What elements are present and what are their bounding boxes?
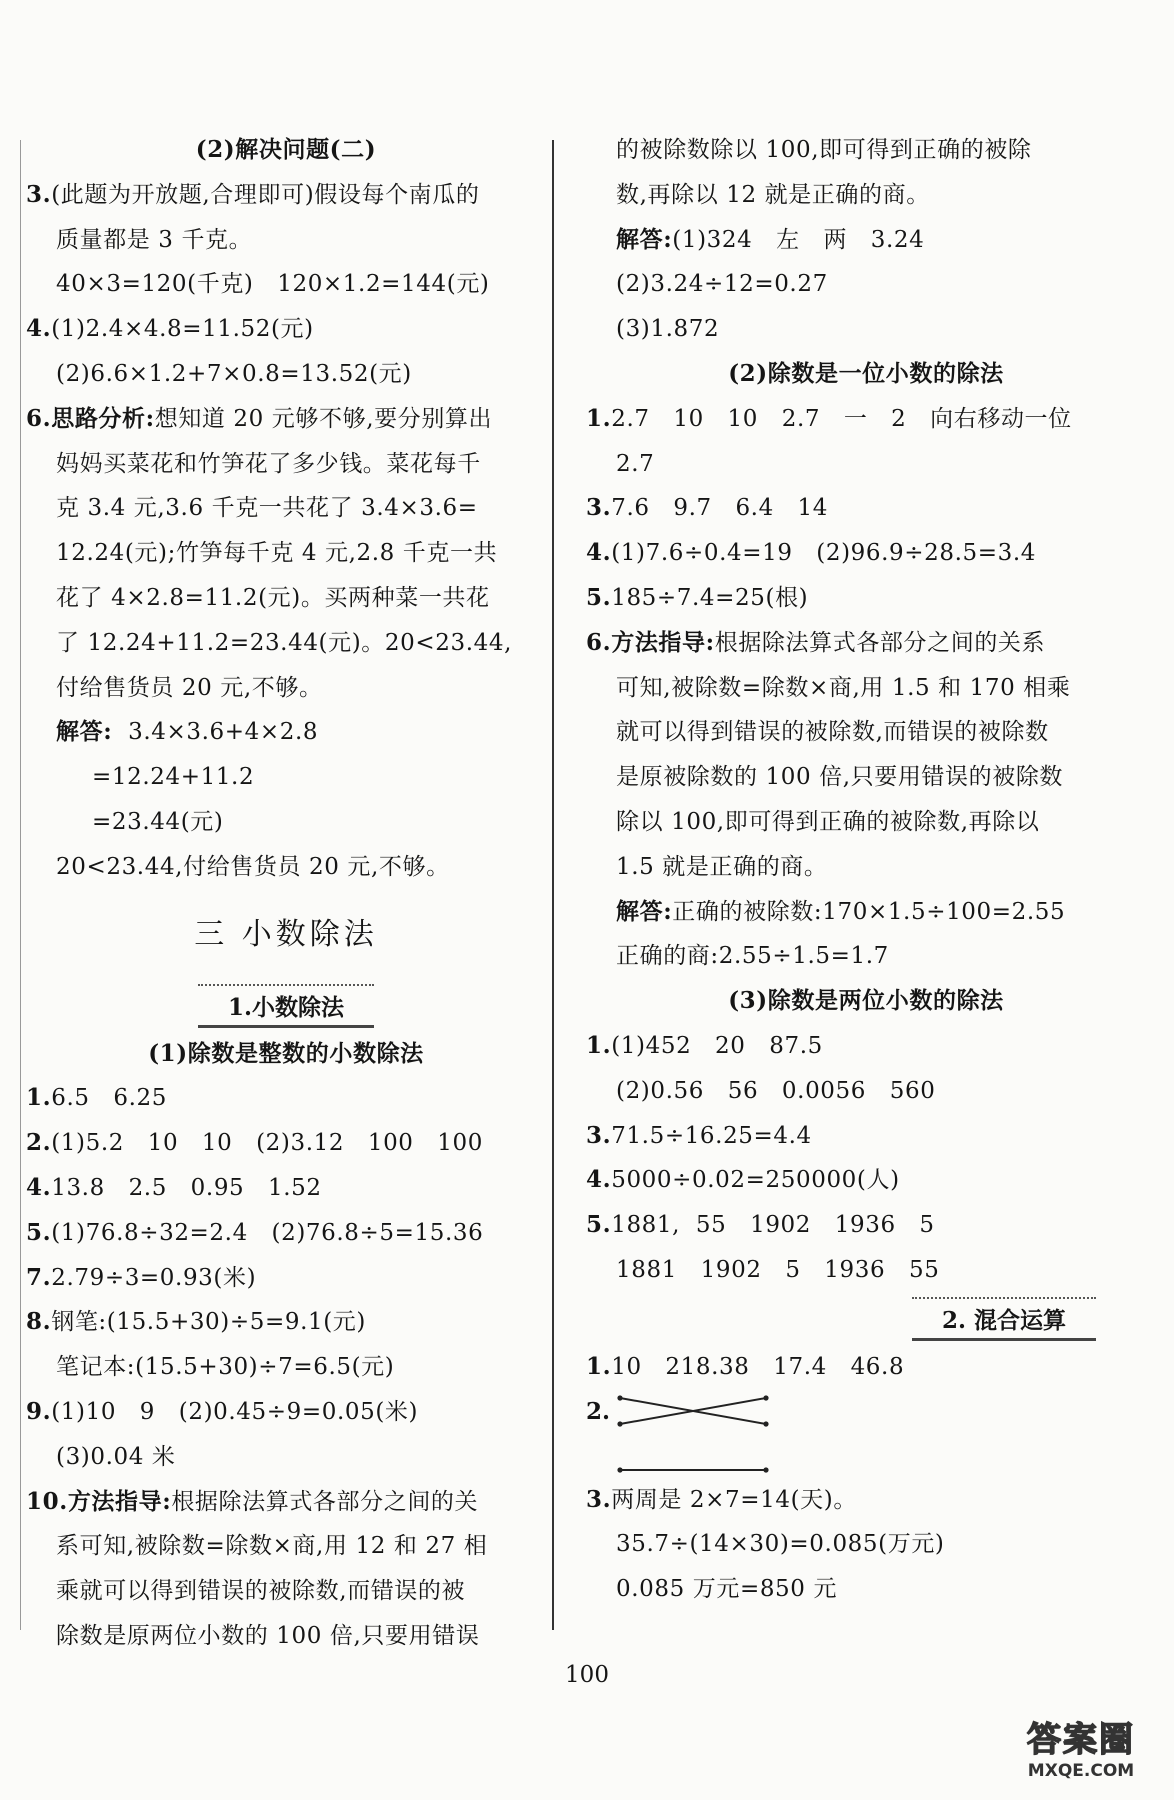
answer-line [26, 1211, 546, 1256]
answer-text: 5000÷0.02=250000(人) [611, 1167, 900, 1194]
question-number: 10. [26, 1487, 68, 1515]
answer-line [26, 1345, 546, 1390]
answer-line [26, 1614, 546, 1659]
answer-text: 了 12.24+11.2=23.44(元)。20<23.44, [56, 629, 512, 656]
answer-text: 是原被除数的 100 倍,只要用错误的被除数 [616, 764, 1064, 791]
answer-text: 2.79÷3=0.93(米) [51, 1264, 257, 1291]
answer-line [26, 800, 546, 845]
answer-label: 解答: [616, 897, 673, 925]
question-number: 4. [586, 1166, 612, 1194]
answer-text: 质量都是 3 千克。 [56, 226, 253, 253]
match-dot-6 [763, 1467, 768, 1472]
answer-line [26, 1435, 546, 1480]
answer-text: 就可以得到错误的被除数,而错误的被除数 [616, 719, 1049, 746]
question-number: 7. [26, 1263, 52, 1291]
matching-diagram [586, 1390, 1146, 1478]
answer-text: 笔记本:(15.5+30)÷7=6.5(元) [56, 1354, 395, 1381]
answer-text: 正确的被除数:170×1.5÷100=2.55 [672, 898, 1066, 925]
answer-text: 40×3=120(千克) 120×1.2=144(元) [56, 271, 490, 298]
answer-label: 思路分析: [51, 404, 155, 432]
answer-text: 付给售货员 20 元,不够。 [56, 674, 323, 701]
answer-text: 根据除法算式各部分之间的关系 [714, 629, 1046, 656]
subsection-title: (2)解决问题(二) [195, 136, 377, 163]
answer-text: 10 218.38 17.4 46.8 [611, 1353, 905, 1380]
answer-line [26, 352, 546, 397]
watermark-url: MXQE.COM [1027, 1761, 1135, 1781]
answer-line [26, 1300, 546, 1345]
answer-text: 乘就可以得到错误的被除数,而错误的被 [56, 1578, 466, 1605]
answer-text: 185÷7.4=25(根) [611, 584, 809, 611]
answer-line [586, 576, 1146, 621]
answer-line [586, 1522, 1146, 1567]
answer-text: (此题为开放题,合理即可)假设每个南瓜的 [51, 181, 480, 208]
question-number: 2. [26, 1129, 52, 1157]
answer-line [586, 173, 1146, 218]
answer-text: =12.24+11.2 [92, 764, 255, 791]
question-number: 5. [586, 1211, 612, 1239]
answer-line [26, 486, 546, 531]
question-number: 3. [586, 494, 612, 522]
answer-text: 2.7 [616, 450, 655, 477]
page-number: 100 [565, 1662, 609, 1688]
answer-line [26, 262, 546, 307]
question-number: 3. [586, 1485, 612, 1513]
answer-text: 1.5 就是正确的商。 [616, 853, 828, 880]
answer-line [26, 1480, 546, 1525]
answer-line [586, 1478, 1146, 1523]
answer-line [26, 621, 546, 666]
answer-label: 方法指导: [67, 1487, 172, 1515]
question-number: 2. [586, 1397, 611, 1425]
answer-label: 解答: [56, 718, 113, 746]
answer-line [586, 710, 1146, 755]
answer-text: 除数是原两位小数的 100 倍,只要用错误 [56, 1622, 480, 1649]
answer-line [26, 1076, 546, 1121]
answer-line [26, 173, 546, 218]
right-column [586, 128, 1146, 1612]
question-number: 1. [26, 1084, 52, 1112]
answer-text: (1)2.4×4.8=11.52(元) [51, 316, 314, 343]
answer-line [586, 307, 1146, 352]
answer-text: (1)324 左 两 3.24 [672, 226, 925, 253]
answer-line [26, 710, 546, 755]
answer-text: 71.5÷16.25=4.4 [611, 1122, 812, 1149]
answer-text: 数,再除以 12 就是正确的商。 [616, 181, 930, 208]
lesson-heading: 2. 混合运算 [912, 1297, 1096, 1341]
lesson-heading-box [586, 1293, 1146, 1345]
answer-line [26, 576, 546, 621]
answer-text: (1)5.2 10 10 (2)3.12 100 100 [51, 1130, 483, 1157]
answer-text: 12.24(元);竹笋每千克 4 元,2.8 千克一共 [56, 540, 498, 567]
answer-line [26, 845, 546, 890]
subsection-title: (3)除数是两位小数的除法 [728, 987, 1004, 1015]
answer-line [586, 1203, 1146, 1248]
answer-line [26, 666, 546, 711]
answer-line [586, 666, 1146, 711]
answer-line [26, 442, 546, 487]
answer-text: (1)10 9 (2)0.45÷9=0.05(米) [51, 1398, 419, 1425]
answer-text: (2)0.56 56 0.0056 560 [616, 1077, 936, 1104]
answer-line [586, 128, 1146, 173]
answer-text: (2)6.6×1.2+7×0.8=13.52(元) [56, 360, 412, 387]
question-number: 5. [26, 1218, 52, 1246]
answer-text: 花了 4×2.8=11.2(元)。买两种菜一共花 [56, 584, 490, 611]
match-dot-2 [763, 1395, 768, 1400]
chapter-title: 三 小数除法 [194, 916, 378, 952]
answer-line [586, 1345, 1146, 1390]
match-dot-1 [617, 1395, 622, 1400]
answer-text: 两周是 2×7=14(天)。 [611, 1486, 857, 1513]
answer-line [586, 1248, 1146, 1293]
question-number: 1. [586, 404, 612, 432]
answer-line [586, 442, 1146, 487]
answer-line [586, 755, 1146, 800]
column-divider [552, 140, 554, 1630]
match-dot-4 [763, 1421, 768, 1426]
answer-text: 可知,被除数=除数×商,用 1.5 和 170 相乘 [616, 674, 1071, 701]
answer-text: (1)7.6÷0.4=19 (2)96.9÷28.5=3.4 [611, 540, 1037, 567]
answer-text: 妈妈买菜花和竹笋花了多少钱。菜花每千 [56, 450, 481, 477]
answer-line [586, 1114, 1146, 1159]
answer-line [26, 397, 546, 442]
answer-line [26, 218, 546, 263]
answer-text: 13.8 2.5 0.95 1.52 [51, 1174, 322, 1201]
answer-text: 3.4×3.6+4×2.8 [112, 719, 319, 746]
answer-line [586, 1158, 1146, 1203]
answer-text: 6.5 6.25 [51, 1085, 167, 1112]
matching-lines [616, 1390, 796, 1478]
question-number: 4. [26, 315, 52, 343]
question-number: 3. [586, 1121, 612, 1149]
answer-text: 0.085 万元=850 元 [616, 1576, 838, 1603]
watermark-title: 答案圈 [1027, 1720, 1135, 1760]
answer-label: 方法指导: [611, 628, 715, 656]
answer-line [586, 486, 1146, 531]
answer-line [26, 1121, 546, 1166]
answer-text: (3)1.872 [616, 316, 720, 343]
answer-text: (3)0.04 米 [56, 1443, 176, 1470]
answer-line [586, 1567, 1146, 1612]
lesson-heading: 1.小数除法 [198, 984, 374, 1028]
answer-line [586, 397, 1146, 442]
answer-text: 除以 100,即可得到正确的被除数,再除以 [616, 808, 1040, 835]
answer-text: 2.7 10 10 2.7 一 2 向右移动一位 [611, 405, 1072, 432]
answer-line [26, 531, 546, 576]
answer-text: (1)452 20 87.5 [611, 1032, 823, 1059]
answer-text: 1881, 55 1902 1936 5 [611, 1212, 935, 1239]
answer-line [586, 218, 1146, 263]
answer-line [26, 307, 546, 352]
question-number: 8. [26, 1308, 52, 1336]
answer-text: (2)3.24÷12=0.27 [616, 271, 828, 298]
answer-line [586, 621, 1146, 666]
answer-line [26, 1569, 546, 1614]
answer-line [26, 1390, 546, 1435]
answer-text: 克 3.4 元,3.6 千克一共花了 3.4×3.6= [56, 495, 478, 522]
answer-text: 正确的商:2.55÷1.5=1.7 [616, 943, 889, 970]
answer-text: 20<23.44,付给售货员 20 元,不够。 [56, 853, 450, 880]
answer-text: 35.7÷(14×30)=0.085(万元) [616, 1531, 945, 1558]
answer-line [26, 1524, 546, 1569]
question-number: 4. [586, 539, 612, 567]
question-number: 1. [586, 1352, 612, 1380]
answer-line [586, 531, 1146, 576]
answer-line [26, 1256, 546, 1301]
match-dot-3 [617, 1421, 622, 1426]
answer-label: 解答: [616, 225, 673, 253]
answer-text: 钢笔:(15.5+30)÷5=9.1(元) [51, 1309, 366, 1336]
answer-text: 的被除数除以 100,即可得到正确的被除 [616, 137, 1032, 163]
lesson-heading-box [26, 980, 546, 1032]
answer-text: 1881 1902 5 1936 55 [616, 1256, 940, 1283]
question-number: 9. [26, 1397, 52, 1425]
answer-text: =23.44(元) [92, 808, 224, 835]
answer-line [586, 934, 1146, 979]
subsection-title: (2)除数是一位小数的除法 [728, 359, 1004, 387]
subsection-title: (1)除数是整数的小数除法 [148, 1039, 424, 1067]
question-number: 5. [586, 583, 612, 611]
left-margin-rule [20, 140, 21, 1630]
answer-line [586, 890, 1146, 935]
question-number: 6. [586, 628, 612, 656]
answer-line [586, 262, 1146, 307]
answer-line [26, 1166, 546, 1211]
question-number: 1. [586, 1031, 612, 1059]
answer-text: 想知道 20 元够不够,要分别算出 [154, 405, 493, 432]
answer-text: 系可知,被除数=除数×商,用 12 和 27 相 [56, 1533, 488, 1560]
answer-line [586, 845, 1146, 890]
question-number: 6. [26, 404, 52, 432]
question-number: 4. [26, 1173, 52, 1201]
match-dot-5 [617, 1467, 622, 1472]
answer-text: 根据除法算式各部分之间的关 [171, 1488, 479, 1515]
answer-line [586, 1069, 1146, 1114]
answer-line [586, 800, 1146, 845]
answer-line [26, 755, 546, 800]
question-number: 3. [26, 180, 52, 208]
answer-line [586, 1024, 1146, 1069]
answer-text: 7.6 9.7 6.4 14 [611, 495, 829, 522]
watermark-logo [1006, 1720, 1156, 1786]
answer-text: (1)76.8÷32=2.4 (2)76.8÷5=15.36 [51, 1219, 484, 1246]
left-column [26, 128, 546, 1659]
